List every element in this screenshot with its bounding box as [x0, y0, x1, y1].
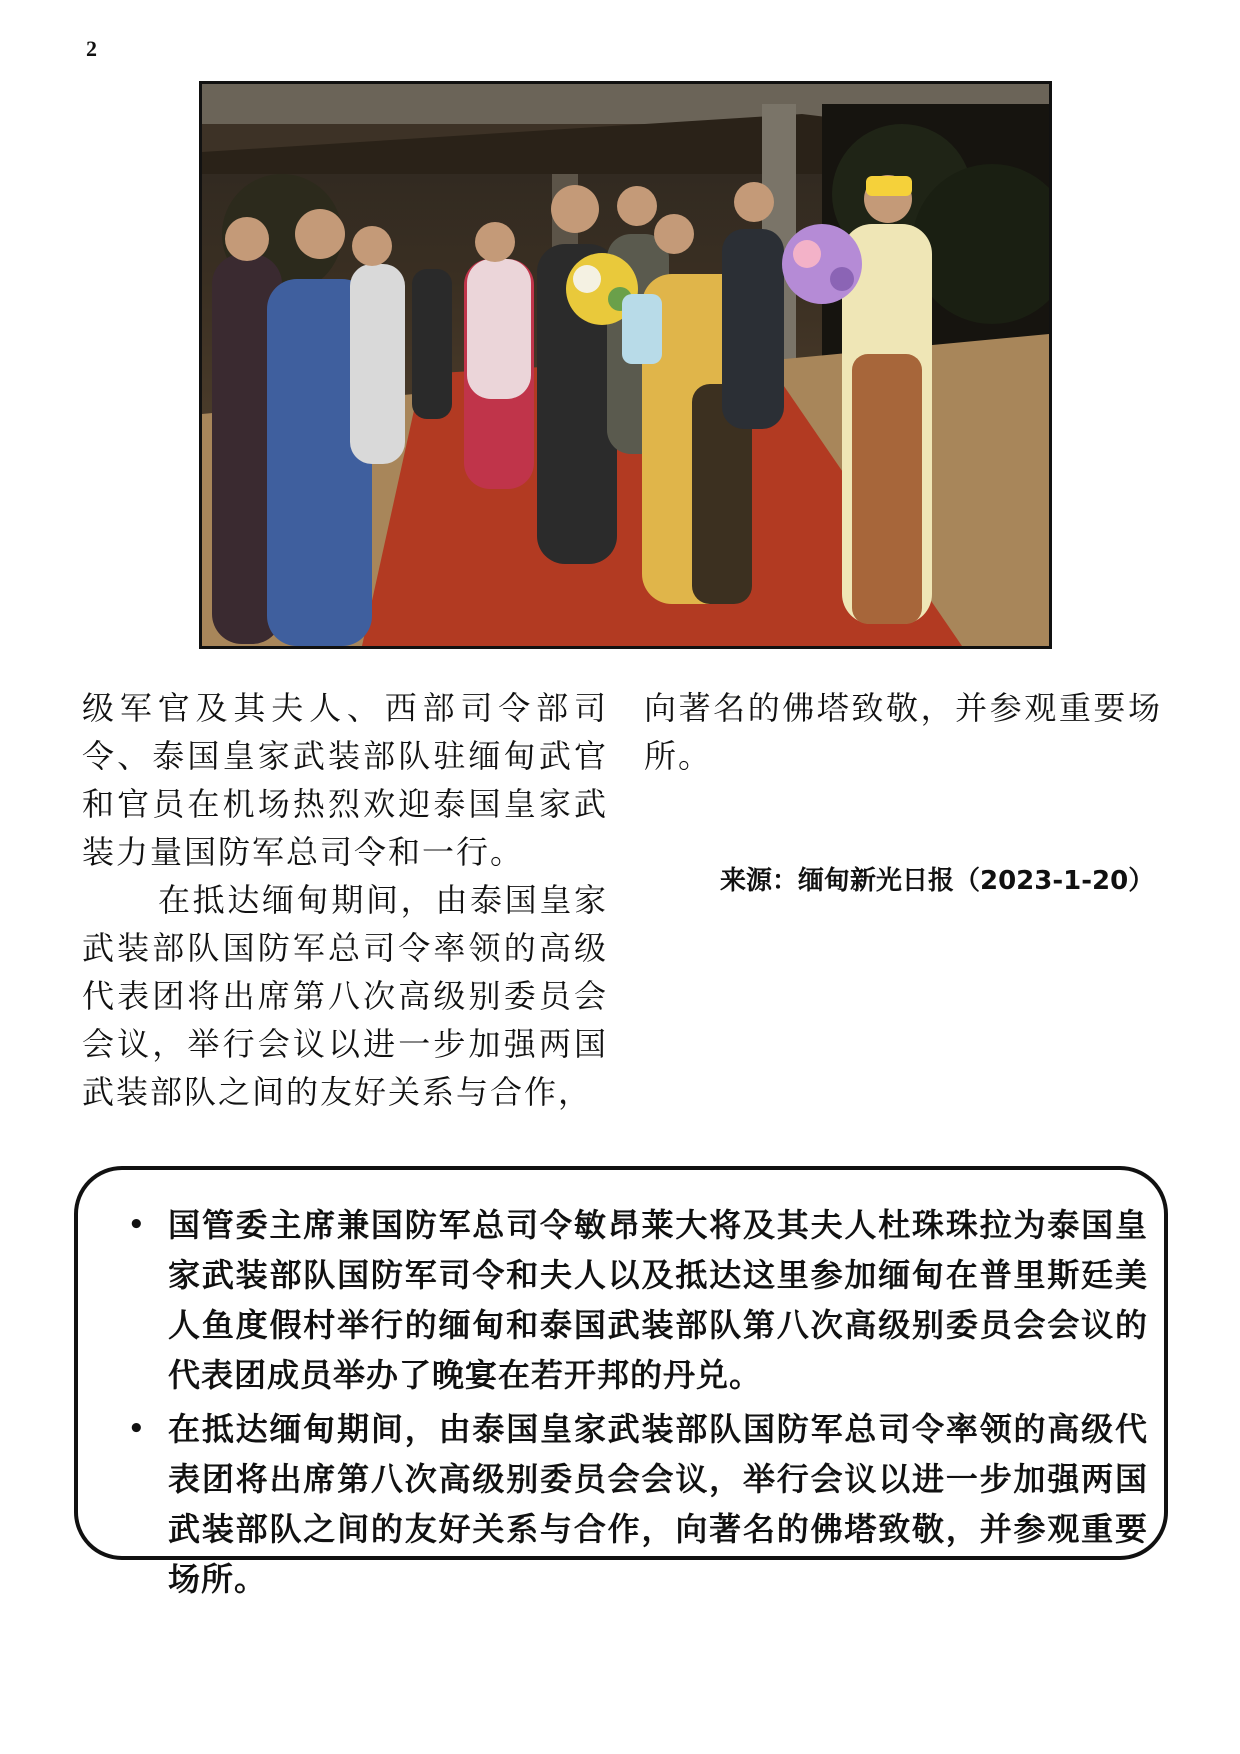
summary-item — [128, 1200, 1148, 1400]
article-paragraph: 向著名的佛塔致敬，并参观重要场所。 — [644, 689, 1162, 775]
summary-list — [128, 1200, 1148, 1604]
bullet-icon: • — [128, 1414, 146, 1444]
photo-illustration — [202, 84, 1049, 646]
article-paragraph: 在抵达缅甸期间，由泰国皇家武装部队国防军总司令率领的高级代表团将出席第八次高级别委员会会议，举行会议以进一步加强两国武装部队之间的友好关系与合作， — [82, 881, 608, 1111]
article-paragraph: 级军官及其夫人、西部司令部司令、泰国皇家武装部队驻缅甸武官和官员在机场热烈欢迎泰国皇家武装力量国防军总司令和一行。 — [82, 689, 608, 871]
bullet-icon: • — [128, 1210, 146, 1240]
summary-box — [74, 1166, 1168, 1598]
article-column-right — [644, 684, 1162, 780]
source-citation: 来源：缅甸新光日报（2023-1-20） — [720, 866, 1155, 896]
photo-welcome-ceremony — [199, 81, 1052, 649]
summary-item-text: 国管委主席兼国防军总司令敏昂莱大将及其夫人杜珠珠拉为泰国皇家武装部队国防军司令和夫人以及抵达这里参加缅甸在普里斯廷美人鱼度假村举行的缅甸和泰国武装部队第八次高级别委员会会议的代表团成员举办了晚宴在若开邦的丹兑。 — [168, 1206, 1148, 1394]
page-number: 2 — [86, 36, 97, 61]
summary-item — [128, 1404, 1148, 1604]
article-column-left — [82, 684, 608, 1116]
summary-item-text: 在抵达缅甸期间，由泰国皇家武装部队国防军总司令率领的高级代表团将出席第八次高级别委员会会议，举行会议以进一步加强两国武装部队之间的友好关系与合作，向著名的佛塔致敬，并参观重要场所。 — [168, 1410, 1148, 1598]
